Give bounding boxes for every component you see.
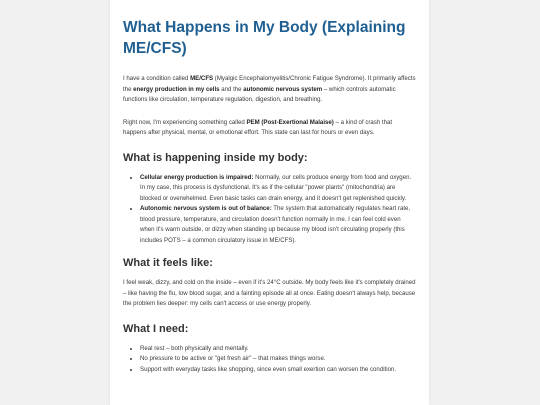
page-title: What Happens in My Body (Explaining ME/CFS) xyxy=(123,19,406,57)
intro1-text-g: – which controls automatic functions like circulation, temperature regulation, digestion, and breathing. xyxy=(123,85,396,103)
document-content xyxy=(110,0,429,375)
needs-list xyxy=(123,344,416,376)
intro-paragraph-2 xyxy=(123,118,416,139)
feels-paragraph: I feel weak, dizzy, and cold on the inside – even if it's 24°C outside. My body feels like it's completely drained – like having the flu, low blood sugar, and a fainting episode all at once. Eating doesn't always help, because the problem lies deeper: my cells can't access or use energy properly. xyxy=(123,279,416,307)
intro2-text-c: – a kind of crash that happens after physical, mental, or emotional effort. This state can last for hours or even days. xyxy=(123,118,393,136)
body-list xyxy=(123,173,416,247)
intro-paragraph-1 xyxy=(123,74,416,106)
intro1-bold-b: ME/CFS xyxy=(190,75,214,82)
list-item: • Support with everyday tasks like shopping, since even small exertion can worsen the condition. xyxy=(140,365,416,376)
intro1-bold-f: autonomic nervous system xyxy=(243,85,323,93)
intro1-text-e: and the xyxy=(219,85,244,93)
intro2-text-a: Right now, I'm experiencing something called xyxy=(123,118,247,126)
intro1-bold-d: energy production in my cells xyxy=(133,85,220,93)
list-item xyxy=(140,204,416,246)
intro1-text-a: I have a condition called xyxy=(123,75,191,82)
section-heading-needs: What I need: xyxy=(123,322,189,335)
list-item-text: The system that automatically regulates heart rate, blood pressure, temperature, and circulation doesn't function normally in me. I can feel cold even when it's warm outside, or dizzy when standing up because my blood isn't circulating properly (this includes POTS – a common circulatory issue in ME/CFS). xyxy=(140,205,411,244)
section-heading-body: What is happening inside my body: xyxy=(123,151,308,164)
list-item: • No pressure to be active or "get fresh air" – that makes things worse. xyxy=(140,354,416,365)
list-item-bold: Cellular energy production is impaired: xyxy=(140,173,254,181)
intro1-text-c: (Myalgic Encephalomyelitis/Chronic Fatigue Syndrome). It primarily affects the xyxy=(123,75,416,93)
list-item xyxy=(140,173,416,205)
list-item-text: Normally, our cells produce energy from food and oxygen. In my case, this process is dysfunctional. It's as if the cellular "power plants" (mitochondria) are blocked or overwhelmed. Even basic tasks can drain energy, and it doesn't get replenished quickly. xyxy=(140,173,412,202)
document-page xyxy=(110,0,429,405)
intro2-bold-b: PEM (Post-Exertional Malaise) xyxy=(246,118,334,126)
list-item: • Real rest – both physically and mentally. xyxy=(140,344,416,355)
section-heading-feels: What it feels like: xyxy=(123,257,213,269)
list-item-bold: Autonomic nervous system is out of balance: xyxy=(140,205,272,212)
